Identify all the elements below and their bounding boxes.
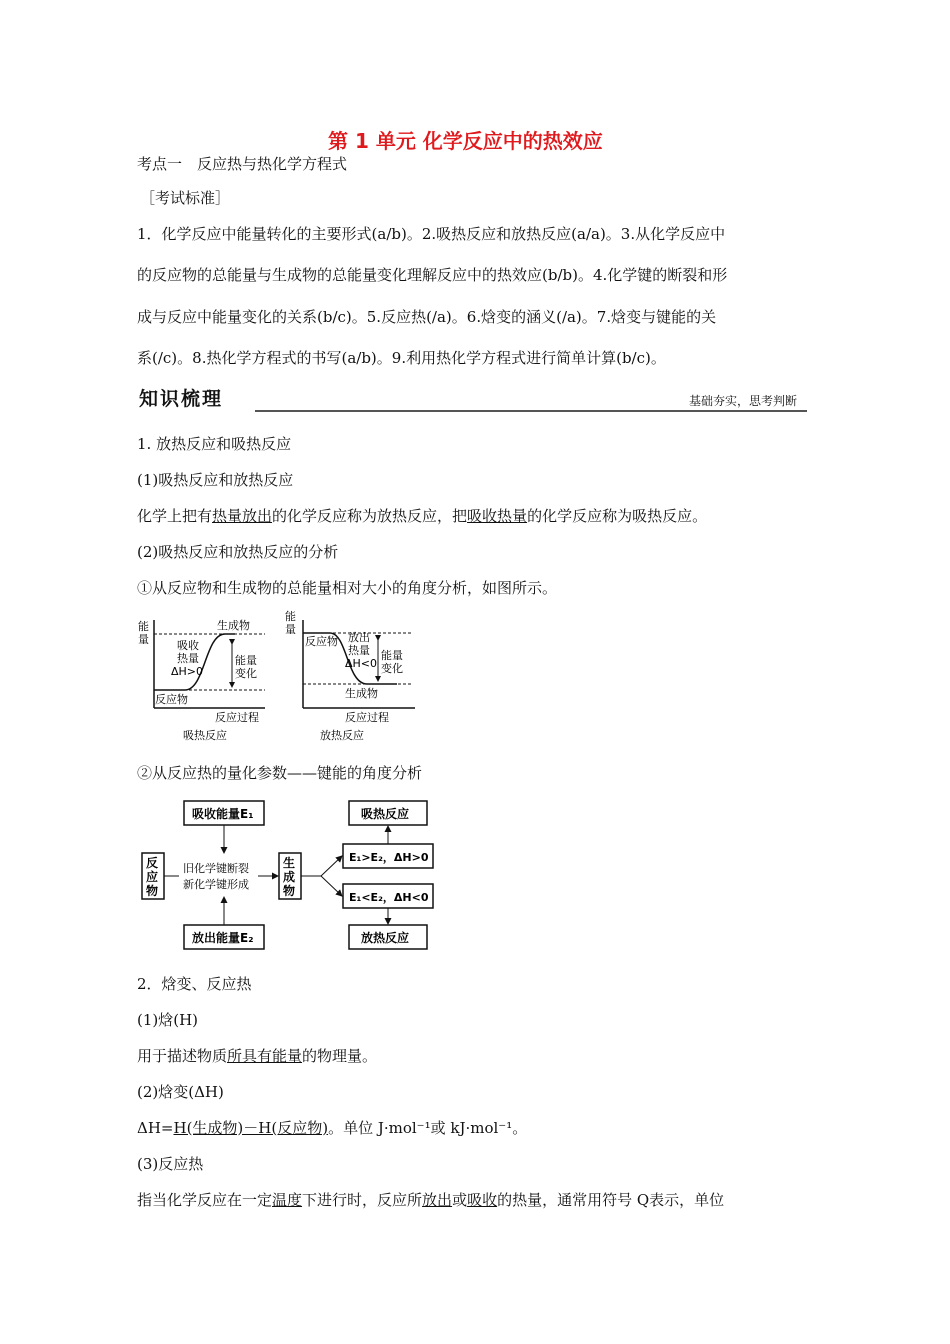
- endothermic-chart: [138, 618, 265, 742]
- center-label: 旧化学键断裂: [183, 862, 249, 875]
- subheading: 1. 放热反应和吸热反应: [137, 435, 292, 453]
- section-header: [135, 384, 807, 414]
- enthalpy-text: 用于描述物质所具有能量的物理量。: [137, 1047, 378, 1065]
- change-label: 能量: [381, 649, 403, 662]
- delta-h-text: ΔH=H(生成物)－H(反应物)。单位 J·mol⁻¹或 kJ·mol⁻¹。: [137, 1119, 528, 1137]
- energy-profile-diagram: [135, 608, 420, 748]
- answer-underline: 热量放出: [212, 507, 273, 525]
- condition-label: E₁<E₂，ΔH<0: [349, 891, 429, 904]
- answer-underline: 所具有能量: [227, 1047, 303, 1065]
- reactant-char: 反: [146, 856, 159, 870]
- standards-line: 1．化学反应中能量转化的主要形式(a/b)。2.吸热反应和放热反应(a/a)。3.从化学反应中: [137, 225, 726, 243]
- condition-label: E₁>E₂，ΔH>0: [349, 851, 429, 864]
- standards-line: 的反应物的总能量与生成物的总能量变化理解反应中的热效应(b/b)。4.化学键的断裂和形: [137, 266, 728, 284]
- note-label: 放出: [348, 631, 370, 644]
- x-label: 反应过程: [215, 711, 259, 724]
- topic-heading: 考点一 反应热与热化学方程式: [137, 155, 348, 173]
- change-label: 能量: [235, 654, 257, 667]
- product-label: 生成物: [345, 687, 378, 700]
- note-label: ΔH<0: [345, 657, 378, 670]
- reactant-label: 反应物: [305, 635, 338, 648]
- subheading: (2)焓变(ΔH): [137, 1083, 224, 1101]
- note-label: 吸收: [177, 639, 199, 652]
- standards-line: 系(/c)。8.热化学方程式的书写(a/b)。9.利用热化学方程式进行简单计算(b/c)。: [137, 349, 666, 367]
- subheading: (2)吸热反应和放热反应的分析: [137, 543, 339, 561]
- change-label: 变化: [235, 667, 257, 680]
- definition-text: 化学上把有热量放出的化学反应称为放热反应，把吸收热量的化学反应称为吸热反应。: [137, 507, 708, 525]
- y-label: 能: [285, 610, 296, 623]
- answer-underline: 放出: [422, 1191, 453, 1209]
- reactant-char: 应: [146, 870, 159, 884]
- heat-text: 指当化学反应在一定温度下进行时，反应所放出或吸收的热量，通常用符号 Q表示，单位: [137, 1191, 725, 1209]
- release-energy-label: 放出能量E₂: [192, 931, 254, 945]
- note-label: ΔH>0: [171, 665, 204, 678]
- bond-energy-flow-diagram: [135, 795, 445, 955]
- product-label: 生成物: [217, 619, 250, 632]
- subheading: 2．焓变、反应热: [137, 975, 252, 993]
- subheading: (3)反应热: [137, 1155, 204, 1173]
- item-text: ②从反应热的量化参数——键能的角度分析: [137, 764, 423, 782]
- section-heading: 知识梳理: [139, 388, 224, 410]
- item-text: ①从反应物和生成物的总能量相对大小的角度分析，如图所示。: [137, 579, 558, 597]
- caption: 吸热反应: [183, 729, 227, 742]
- center-label: 新化学键形成: [183, 878, 249, 891]
- caption: 放热反应: [320, 729, 364, 742]
- section-subtitle: 基础夯实，思考判断: [688, 394, 797, 408]
- subheading: (1)焓(H): [137, 1011, 199, 1029]
- product-char: 生: [283, 856, 296, 870]
- answer-underline: H(生成物)－H(反应物): [173, 1119, 329, 1137]
- reactant-label: 反应物: [155, 693, 188, 706]
- note-label: 热量: [177, 652, 199, 665]
- answer-underline: 温度: [272, 1191, 303, 1209]
- endothermic-label: 吸热反应: [361, 807, 410, 821]
- answer-underline: 吸收热量: [467, 507, 528, 525]
- note-label: 热量: [348, 644, 370, 657]
- product-char: 物: [283, 884, 296, 898]
- reactant-char: 物: [146, 884, 159, 898]
- y-label: 能: [138, 620, 149, 633]
- y-label: 量: [285, 623, 296, 636]
- absorb-energy-label: 吸收能量E₁: [192, 807, 254, 821]
- arrow: [321, 856, 342, 876]
- standards-label: ［考试标准］: [140, 189, 231, 207]
- change-label: 变化: [381, 662, 403, 675]
- answer-underline: 吸收: [467, 1191, 498, 1209]
- arrow: [321, 876, 342, 896]
- y-label: 量: [138, 633, 149, 646]
- x-label: 反应过程: [345, 711, 389, 724]
- exothermic-label: 放热反应: [361, 931, 410, 945]
- page-title: 第 1 单元 化学反应中的热效应: [328, 129, 603, 153]
- exothermic-chart: [285, 609, 415, 742]
- subheading: (1)吸热反应和放热反应: [137, 471, 294, 489]
- section-divider: [255, 410, 807, 412]
- standards-line: 成与反应中能量变化的关系(b/c)。5.反应热(/a)。6.焓变的涵义(/a)。7.焓变与键能的关: [137, 308, 717, 326]
- product-char: 成: [283, 870, 296, 884]
